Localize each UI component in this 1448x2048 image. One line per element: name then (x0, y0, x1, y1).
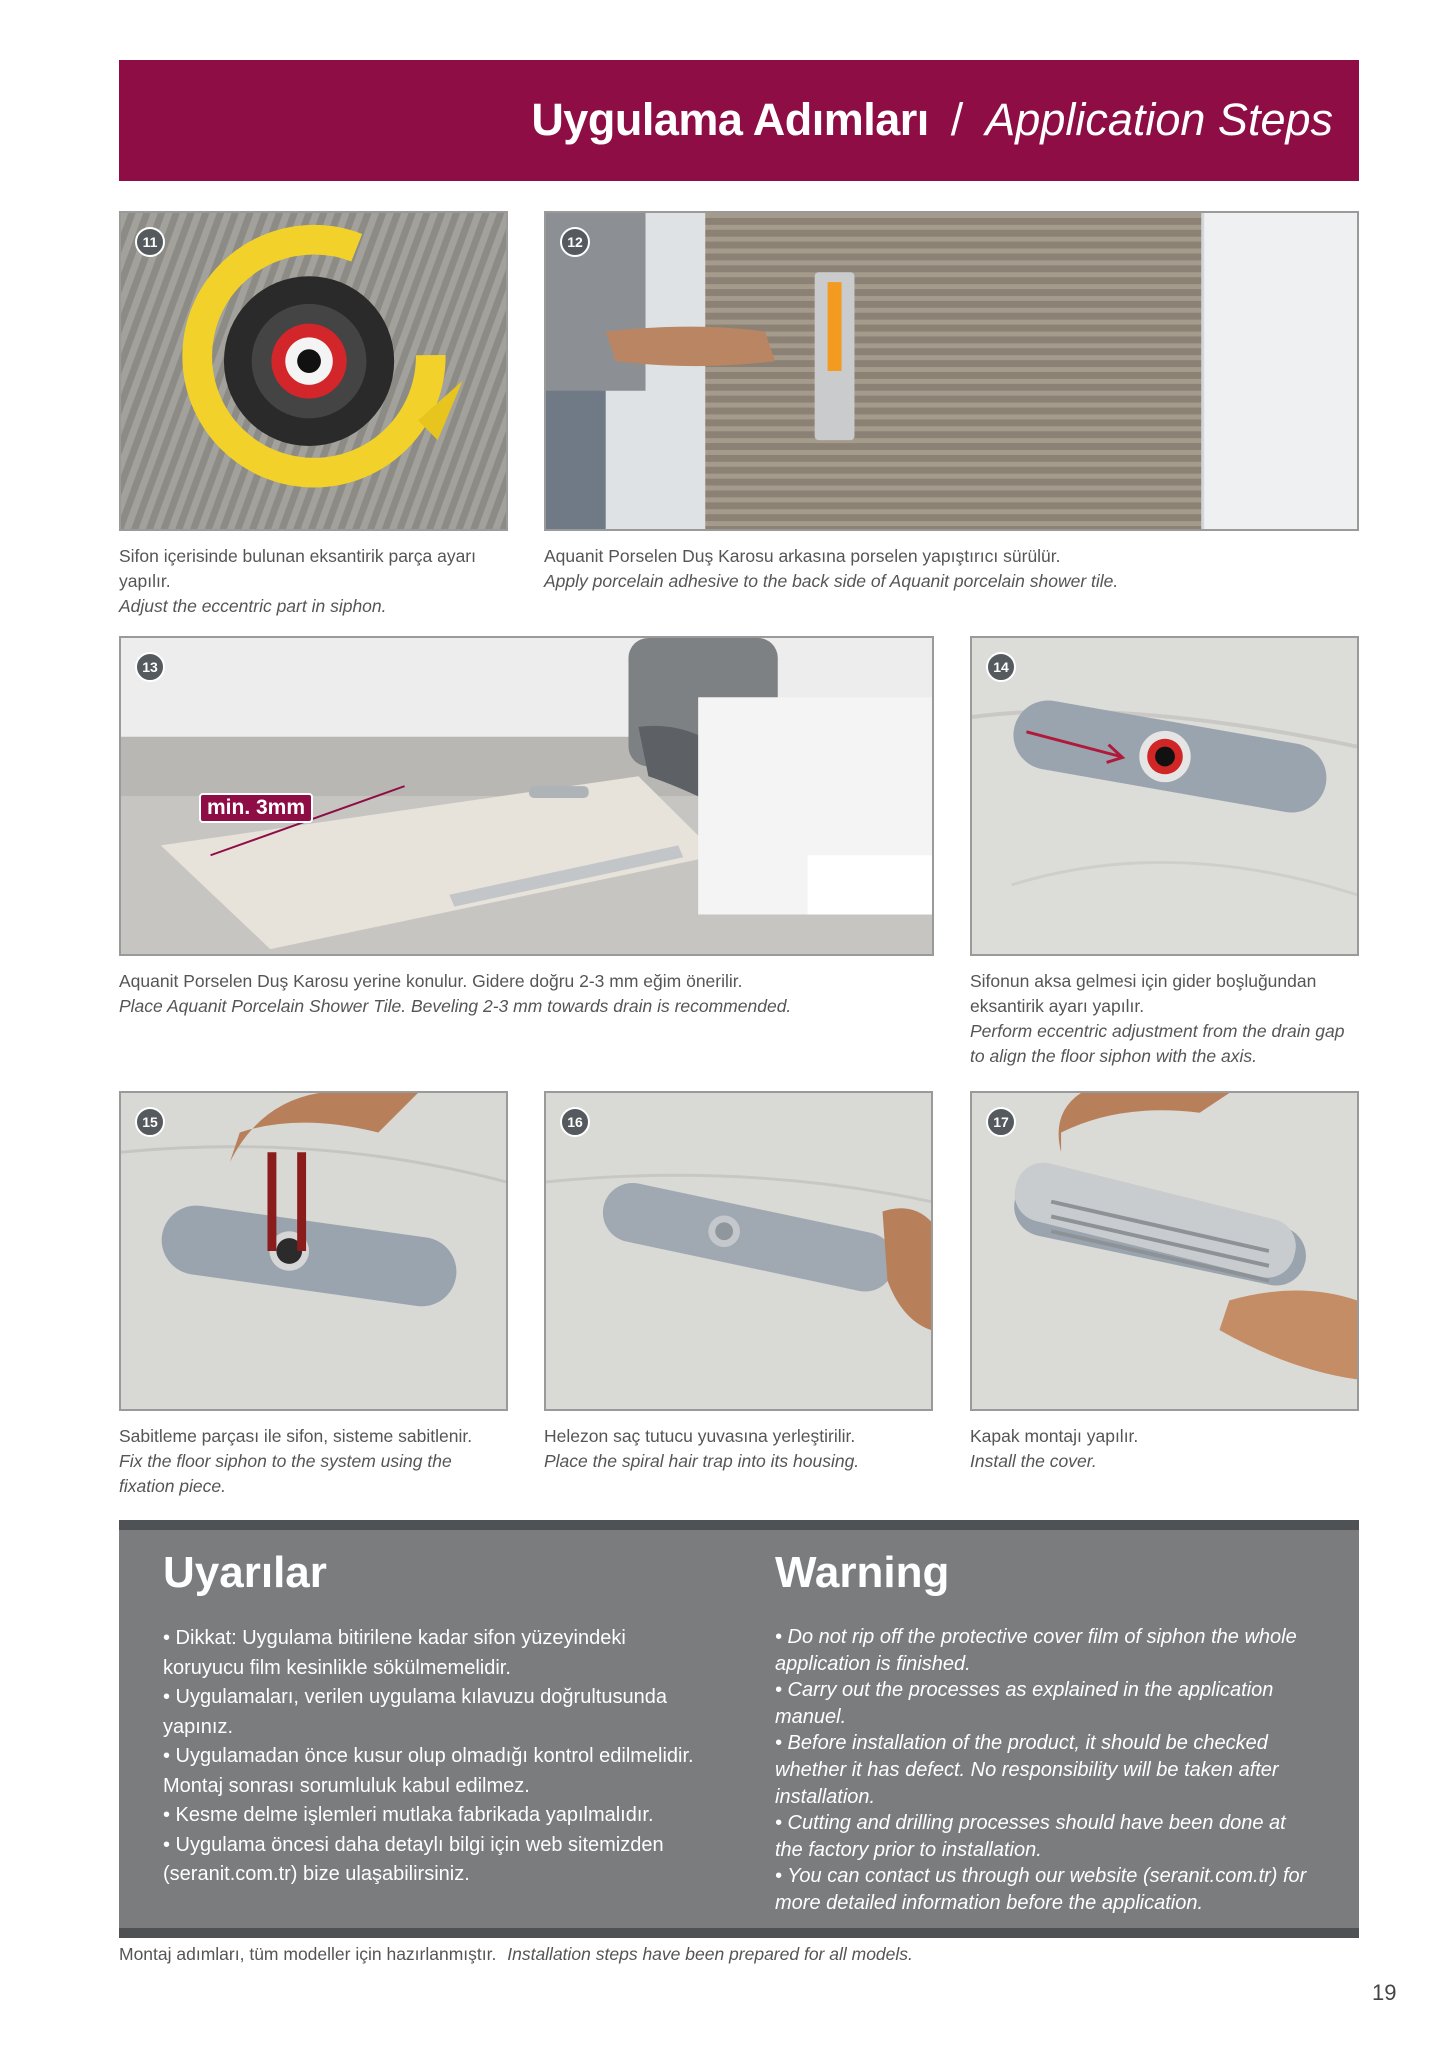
slope-label: min. 3mm (199, 793, 313, 823)
warning-en-item: • Cutting and drilling processes should have been done at the factory prior to installation. (775, 1812, 1286, 1861)
footer-note-tr: Montaj adımları, tüm modeller için hazırlanmıştır. (119, 1944, 497, 1964)
siphon-fixation-illustration (121, 1093, 506, 1409)
step-17-badge: 17 (986, 1107, 1016, 1137)
warnings-en-list (775, 1624, 1315, 1917)
warning-en-item: • You can contact us through our website (seranit.com.tr) for more detailed information before the application. (775, 1865, 1307, 1914)
cover-install-illustration (972, 1093, 1357, 1409)
footer-note-en: Installation steps have been prepared for all models. (507, 1944, 913, 1964)
warning-tr-item: • Uygulama öncesi daha detaylı bilgi için web sitemizden (seranit.com.tr) bize ulaşabilirsiniz. (163, 1833, 664, 1885)
warning-tr-item: • Kesme delme işlemleri mutlaka fabrikada yapılmalıdır. (163, 1804, 654, 1826)
step-17-photo (970, 1091, 1359, 1411)
title-tr: Uygulama Adımları (531, 94, 929, 145)
warning-tr-item: • Dikkat: Uygulama bitirilene kadar sifon yüzeyindeki koruyucu film kesinlikle sökülmemelidir. (163, 1627, 626, 1679)
step-11-badge: 11 (135, 227, 165, 257)
warning-en-item: • Before installation of the product, it should be checked whether it has defect. No responsibility will be taken after installation. (775, 1732, 1279, 1808)
step-16-badge: 16 (560, 1107, 590, 1137)
step-14-caption: Sifonun aksa gelmesi için gider boşluğundan eksantirik ayarı yapılır. Perform eccentric adjustment from the drain gap to align the floor siphon with the axis. (970, 971, 1345, 1066)
warning-tr-item: • Uygulamadan önce kusur olup olmadığı kontrol edilmelidir. Montaj sonrası sorumluluk kabul edilmez. (163, 1745, 694, 1797)
page-header (119, 60, 1359, 181)
warning-en-item: • Do not rip off the protective cover film of siphon the whole application is finished. (775, 1626, 1297, 1675)
step-16-caption: Helezon saç tutucu yuvasına yerleştirilir. Place the spiral hair trap into its housing. (544, 1426, 860, 1471)
step-12-badge: 12 (560, 227, 590, 257)
warnings-en-title: Warning (775, 1548, 950, 1597)
drain-channel-illustration (972, 638, 1357, 954)
step-13-badge: 13 (135, 652, 165, 682)
adhesive-application-illustration (546, 213, 1357, 529)
title-en: Application Steps (985, 94, 1333, 145)
warnings-tr-title: Uyarılar (163, 1548, 327, 1597)
step-13-caption: Aquanit Porselen Duş Karosu yerine konulur. Gidere doğru 2-3 mm eğim önerilir. Place Aquanit Porcelain Shower Tile. Beveling 2-3 mm towards drain is recommended. (119, 971, 792, 1016)
warning-en-item: • Carry out the processes as explained in the application manuel. (775, 1679, 1274, 1728)
step-15-photo (119, 1091, 508, 1411)
step-12-photo (544, 211, 1359, 531)
step-12-caption: Aquanit Porselen Duş Karosu arkasına porselen yapıştırıcı sürülür. Apply porcelain adhesive to the back side of Aquanit porcelain shower tile. (544, 546, 1119, 591)
page-number: 19 (1372, 1980, 1397, 2005)
step-13-photo (119, 636, 934, 956)
step-15-badge: 15 (135, 1107, 165, 1137)
step-11-photo (119, 211, 508, 531)
step-15-caption: Sabitleme parçası ile sifon, sisteme sabitlenir. Fix the floor siphon to the system using the fixation piece. (119, 1426, 473, 1496)
warnings-en (775, 1530, 1315, 1917)
siphon-eccentric-illustration (121, 213, 506, 529)
hair-trap-illustration (546, 1093, 931, 1409)
page-title (531, 94, 1333, 146)
warnings-panel (119, 1520, 1359, 1938)
footer-note (119, 1944, 913, 1965)
warnings-tr-list (163, 1624, 703, 1890)
step-14-photo (970, 636, 1359, 956)
warning-tr-item: • Uygulamaları, verilen uygulama kılavuzu doğrultusunda yapınız. (163, 1686, 667, 1738)
warnings-tr (163, 1530, 703, 1890)
step-17-caption: Kapak montajı yapılır. Install the cover. (970, 1426, 1139, 1471)
title-separator: / (950, 94, 964, 145)
step-11-caption: Sifon içerisinde bulunan eksantirik parça ayarı yapılır. Adjust the eccentric part in siphon. (119, 546, 476, 616)
step-14-badge: 14 (986, 652, 1016, 682)
step-16-photo (544, 1091, 933, 1411)
